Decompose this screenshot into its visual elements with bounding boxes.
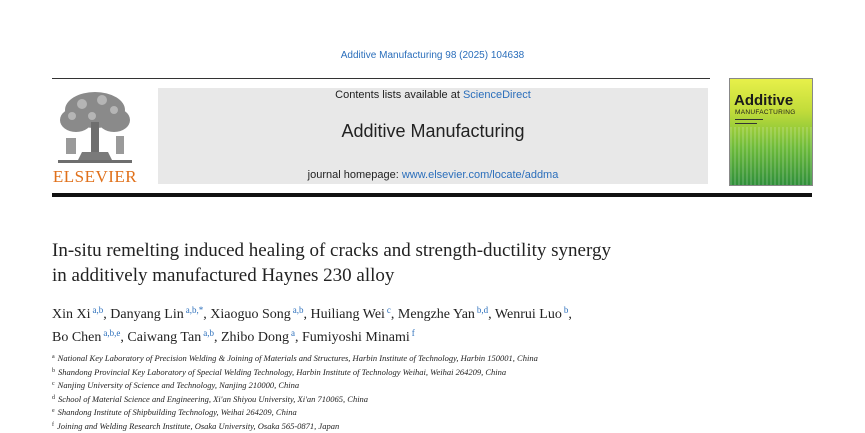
affiliation-item: $^d$ School of Material Science and Engineering, Xi'an Shiyou University, Xi'an 710065, China	[52, 393, 369, 404]
author[interactable]: Mengzhe Yan $^{b,d}$	[397, 305, 489, 322]
author-list: Xin Xi $^{a,b}$, Danyang Lin $^{a,b,*}$, Xiaoguo Song $^{a,b}$, Huiliang Wei $^c$, Mengzhe Yan $^{b,d}$, Wenrui Luo $^b$, Bo Chen $^{a,b,e}$, Caiwang Tan $^{a,b}$, Zhibo Dong $^a$, Fumiyoshi Minami $^f$	[52, 305, 572, 345]
author[interactable]: Xin Xi $^{a,b}$	[52, 305, 104, 322]
author[interactable]: Caiwang Tan $^{a,b}$	[127, 328, 214, 345]
affiliation-item: $^a$ National Key Laboratory of Precision Welding & Joining of Materials and Structures, Harbin Institute of Technology, Harbin 150001, China	[52, 353, 538, 363]
cover-rule	[735, 119, 763, 120]
journal-title[interactable]: Additive Manufacturing	[341, 121, 525, 141]
homepage-prefix: journal homepage:	[307, 169, 402, 181]
author[interactable]: Bo Chen $^{a,b,e}$	[52, 328, 121, 345]
author[interactable]: Huiliang Wei $^c$	[310, 305, 391, 322]
cover-subtitle: MANUFACTURING	[735, 109, 796, 116]
article-title-line: In-situ remelting induced healing of cracks and strength-ductility synergy	[52, 240, 611, 261]
author[interactable]: Fumiyoshi Minami $^f$	[302, 328, 415, 345]
header-divider	[52, 78, 710, 79]
cover-title: Additive	[734, 92, 794, 109]
article-title-line: in additively manufactured Haynes 230 alloy	[52, 265, 395, 286]
header-bottom-rule	[52, 193, 812, 197]
sciencedirect-link[interactable]: ScienceDirect	[462, 89, 531, 101]
homepage-link[interactable]: www.elsevier.com/locate/addma	[401, 169, 559, 181]
affiliation-item: $^c$ Nanjing University of Science and Technology, Nanjing 210000, China	[52, 380, 300, 390]
author[interactable]: Wenrui Luo $^b$	[494, 305, 569, 322]
affiliation-item: $^b$ Shandong Provincial Key Laboratory of Special Welding Technology, Harbin Institute of Technology Weihai, Weihai 264209, China	[52, 366, 507, 377]
tree-icon	[52, 88, 138, 166]
affiliation-item: $^e$ Shandong Institute of Shipbuilding Technology, Weihai 264209, China	[52, 407, 297, 417]
cover-pattern	[730, 127, 812, 185]
contents-prefix: Contents lists available at	[335, 89, 463, 101]
cover-rule	[735, 123, 757, 124]
homepage-line	[158, 169, 708, 181]
article-title	[52, 238, 752, 288]
journal-cover[interactable]	[729, 78, 813, 186]
author[interactable]: Danyang Lin $^{a,b,*}$	[110, 305, 204, 322]
elsevier-wordmark[interactable]: ELSEVIER	[52, 167, 138, 186]
author[interactable]: Xiaoguo Song $^{a,b}$	[210, 305, 304, 322]
author[interactable]: Zhibo Dong $^a$	[220, 328, 296, 345]
affiliation-list	[52, 351, 812, 432]
elsevier-logo	[52, 88, 138, 186]
journal-citation[interactable]: Additive Manufacturing 98 (2025) 104638	[340, 50, 525, 61]
affiliation-item: $^f$ Joining and Welding Research Institute, Osaka University, Osaka 565-0871, Japan	[52, 420, 340, 431]
journal-banner	[158, 88, 708, 184]
contents-line	[158, 89, 708, 101]
